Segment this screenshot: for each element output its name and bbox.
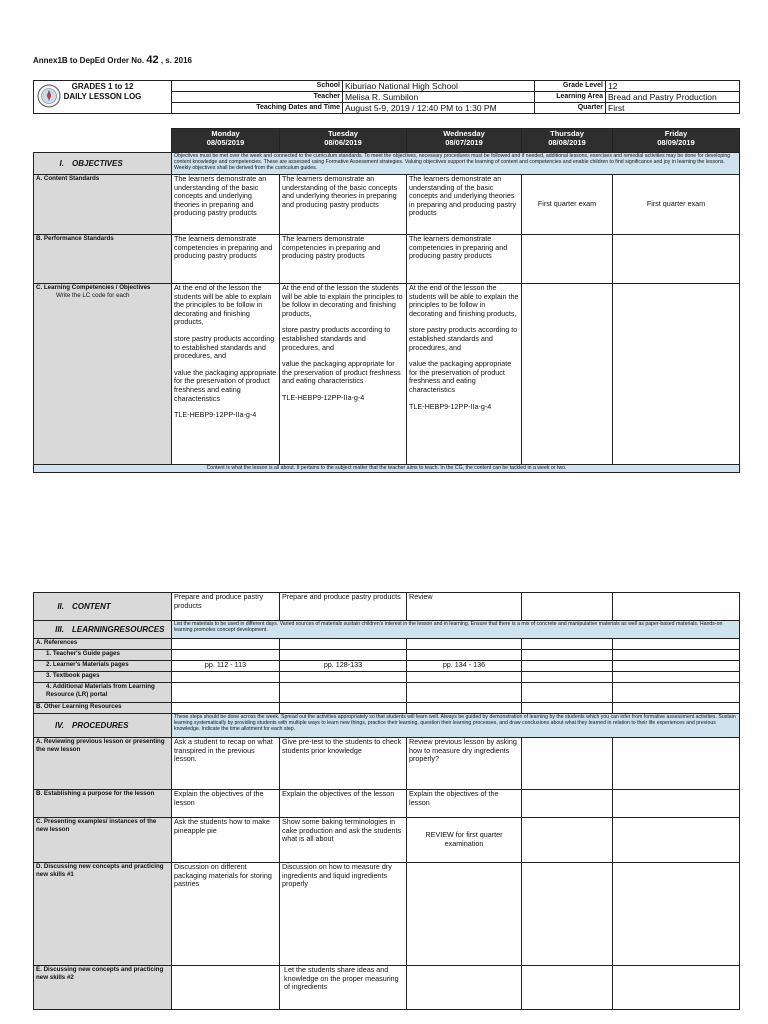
cs-thursday: First quarter exam [522, 175, 613, 235]
log-title: DAILY LESSON LOG [63, 92, 142, 101]
annex-heading [33, 54, 192, 66]
cs-tuesday: The learners demonstrate an understanding of the basic concepts and underlying theories in preparing and producing pastry products [280, 175, 407, 235]
cs-monday: The learners demonstrate an understanding of the basic concepts and underlying theories in preparing and producing pastry products [172, 175, 280, 235]
teachers-guide-label: 1. Teacher's Guide pages [34, 650, 172, 661]
lc-tuesday: At the end of the lesson the students will be able to explain the principles to be follow in decorating and finishing products, store pastry products according to established standards and procedures, and value the packaging appropriate for the preservation of product freshness and eating characteristics TLE-HEBP9-12PP-IIa-g-4 [280, 284, 407, 465]
day-header-friday: Friday 08/09/2019 [613, 129, 740, 153]
procedures-table [33, 592, 740, 1010]
school-label: School [172, 81, 343, 92]
grade-level-value: 12 [606, 81, 740, 92]
proc-b-monday: Explain the objectives of the lesson [172, 790, 280, 818]
proc-a-label: A. Reviewing previous lesson or presenting the new lesson [34, 738, 172, 790]
cs-wednesday: The learners demonstrate an understanding of the basic concepts and underlying theories in preparing and producing pastry products [407, 175, 522, 235]
proc-a-tuesday: Give pre-test to the students to check students prior knowledge [280, 738, 407, 790]
day-header-monday: Monday 08/05/2019 [172, 129, 280, 153]
content-wednesday: Review [407, 593, 522, 621]
learning-area-label: Learning Area [535, 92, 606, 103]
objectives-table [33, 128, 740, 473]
grade-level-label: Grade Level [535, 81, 606, 92]
content-section-title: II. CONTENT [34, 593, 172, 621]
proc-c-tuesday: Show some baking terminologies in cake production and ask the students what is all about [280, 818, 407, 863]
lm-monday: pp. 112 - 113 [172, 661, 280, 672]
objectives-note: Objectives must be met over the week and connected to the curriculum standards. To meet the objectives, necessary procedures must be followed and if needed, additional lessons, exercises and remedial activities may be done for developing content knowledge and competencies. These are assessed using Formative Assessment strategies. Valuing objectives support the learning of content and competencies and enable children to find significance and joy in learning the lessons. Weekly objectives shall be derived from the curriculum guides. [172, 153, 740, 175]
annex-prefix: Annex1B to DepEd Order No. [33, 56, 145, 65]
proc-d-tuesday: Discussion on how to measure dry ingredients and liquid ingredients properly [280, 863, 407, 966]
learners-materials-label: 2. Learner's Materials pages [34, 661, 172, 672]
lm-tuesday: pp. 128-133 [280, 661, 407, 672]
resources-section-title: III. LEARNINGRESOURCES [34, 621, 172, 639]
deped-logo-cell [34, 81, 172, 114]
learning-area-value: Bread and Pastry Production [606, 92, 740, 103]
lc-wednesday: At the end of the lesson the students will be able to explain the principles to be follow in decorating and finishing products, store pastry products according to established standards and procedures, and value the packaging appropriate for the preservation of product freshness and eating characteristics TLE-HEBP9-12PP-IIa-g-4 [407, 284, 522, 465]
proc-b-label: B. Establishing a purpose for the lesson [34, 790, 172, 818]
quarter-label: Quarter [535, 103, 606, 114]
content-monday: Prepare and produce pastry products [172, 593, 280, 621]
lc-monday: At the end of the lesson the students will be able to explain the principles to be follow in decorating and finishing products, store pastry products according to established standards and procedures, and value the packaging appropriate for the preservation of product freshness and eating characteristics TLE-HEBP9-12PP-IIa-g-4 [172, 284, 280, 465]
day-header-tuesday: Tuesday 08/06/2019 [280, 129, 407, 153]
teacher-label: Teacher [172, 92, 343, 103]
procedures-note: These steps should be done across the week. Spread out the activities appropriately so that students will learn well. Always be guided by demonstration of learning by the students which you can infer from formative assessment activities. Sustain learning systematically by providing students with multiple ways to learn new things, practice their learning, question their learning processes, and draw conclusions about what they learned in relation to their life experiences and previous knowledge. Indicate the time allotment for each step. [172, 714, 740, 738]
ps-monday: The learners demonstrate competencies in preparing and producing pastry products [172, 235, 280, 284]
quarter-value: First [606, 103, 740, 114]
references-label: A. References [34, 639, 172, 650]
content-standards-label: A. Content Standards [34, 175, 172, 235]
proc-e-tuesday: Let the students share ideas and knowledge on the proper measuring of ingredients [280, 966, 407, 1010]
proc-a-wednesday: Review previous lesson by asking how to measure dry ingredients properly? [407, 738, 522, 790]
other-resources-label: B. Other Learning Resources [34, 703, 172, 714]
performance-standards-label: B. Performance Standards [34, 235, 172, 284]
proc-a-monday: Ask a student to recap on what transpired in the previous lesson. [172, 738, 280, 790]
grades-label: GRADES 1 to 12 [71, 82, 134, 91]
objectives-section-title: I. OBJECTIVES [34, 153, 172, 175]
day-header-wednesday: Wednesday 08/07/2019 [407, 129, 522, 153]
dates-value: August 5-9, 2019 / 12:40 PM to 1:30 PM [343, 103, 535, 114]
proc-d-label: D. Discussing new concepts and practicing new skills #1 [34, 863, 172, 966]
dates-label: Teaching Dates and Time [172, 103, 343, 114]
proc-b-tuesday: Explain the objectives of the lesson [280, 790, 407, 818]
proc-c-wednesday: REVIEW for first quarter examination [407, 818, 522, 863]
procedures-section-title: IV. PROCEDURES [34, 714, 172, 738]
competencies-label: C. Learning Competencies / Objectives Write the LC code for each [34, 284, 172, 465]
proc-e-label: E. Discussing new concepts and practicing new skills #2 [34, 966, 172, 1010]
content-tuesday: Prepare and produce pastry products [280, 593, 407, 621]
proc-d-monday: Discussion on different packaging materials for storing pastries [172, 863, 280, 966]
school-value: Kiburiao National High School [343, 81, 535, 92]
teacher-value: Melisa R. Sumbilon [343, 92, 535, 103]
header-table [33, 80, 740, 114]
annex-number: 42 [146, 54, 159, 66]
annex-suffix: , s. 2016 [160, 56, 192, 65]
content-note: Content is what the lesson is all about. It pertains to the subject matter that the teacher aims to teach. In the CG, the content can be tackled in a week or two. [34, 465, 740, 473]
additional-materials-label: 4. Additional Materials from Learning Resource (LR) portal [34, 683, 172, 703]
day-header-thursday: Thursday 08/08/2019 [522, 129, 613, 153]
proc-c-monday: Ask the students how to make pineapple pie [172, 818, 280, 863]
resources-note: List the materials to be used in different days. Varied sources of materials sustain children's interest in the lesson and in learning. Ensure that there is a mix of concrete and manipulative materials as well as paper-based materials. Hands-on learning promotes concept development. [172, 621, 740, 639]
competencies-sub: Write the LC code for each [56, 291, 130, 299]
proc-c-label: C. Presenting examples/ instances of the new lesson [34, 818, 172, 863]
lm-wednesday: pp. 134 - 136 [407, 661, 522, 672]
proc-b-wednesday: Explain the objectives of the lesson [407, 790, 522, 818]
ps-wednesday: The learners demonstrate competencies in preparing and producing pastry products [407, 235, 522, 284]
ps-tuesday: The learners demonstrate competencies in preparing and producing pastry products [280, 235, 407, 284]
textbook-label: 3. Textbook pages [34, 672, 172, 683]
deped-seal-icon [37, 84, 61, 108]
cs-friday: First quarter exam [613, 175, 740, 235]
